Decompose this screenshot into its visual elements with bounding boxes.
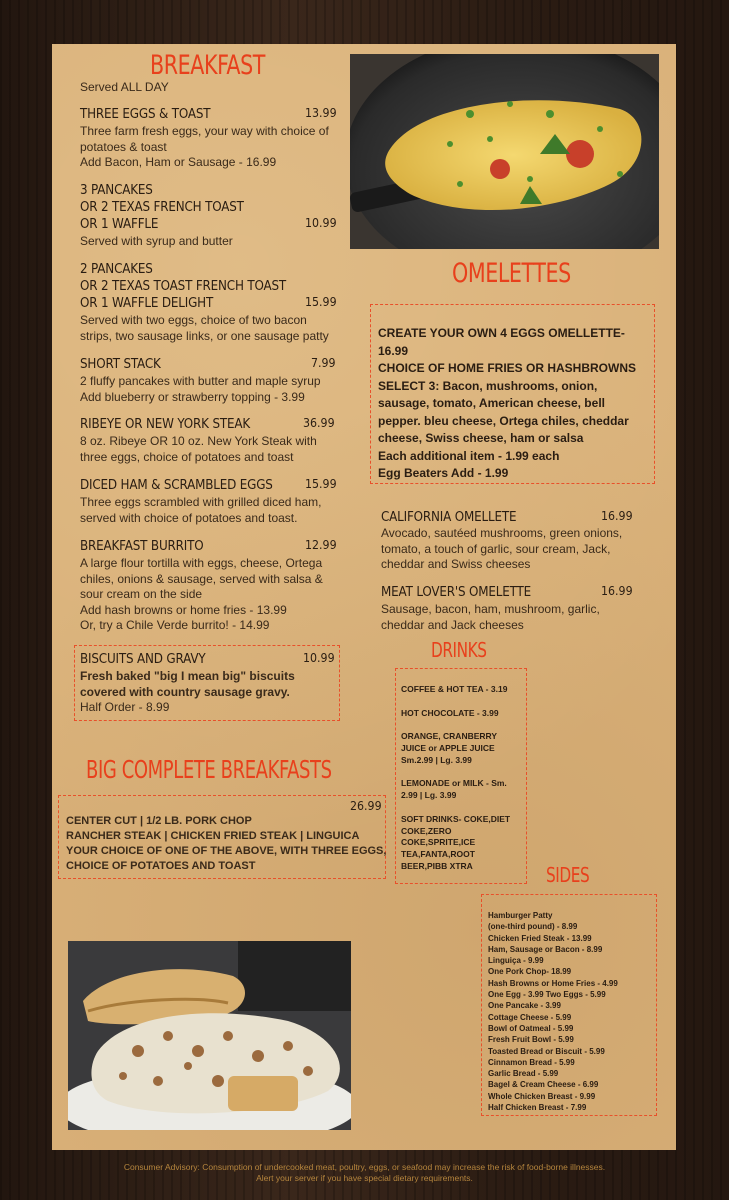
sides-list: Hamburger Patty (one-third pound) - 8.99 Chicken Fried Steak - 13.99 Ham, Sausage or Bacon - 8.99 Linguiça - 9.99 One Pork Chop- 18.99 Hash Browns or Home Fries - 4.99 One Egg - 3.99 Two Eggs - 5.99 One Pancake - 3.99 Cottage Cheese - 5.99 Bowl of Oatmeal - 5.99 Fresh Fruit Bowl - 5.99 Toasted Bread or Biscuit - 5.99 Cinnamon Bread - 5.99 Garlic Bread - 5.99 Bagel & Cream Cheese - 6.99 Whole Chicken Breast - 9.99 Half Chicken Breast - 7.99 <box>488 911 618 1113</box>
item-price: 15.99 <box>305 295 337 309</box>
drinks-heading: DRINKS <box>431 638 487 662</box>
consumer-advisory <box>0 1162 729 1184</box>
omelette-photo <box>350 54 659 249</box>
biscuits-gravy-photo-art <box>68 941 351 1130</box>
breakfast-heading: BREAKFAST <box>150 50 266 81</box>
item-desc: Served with two eggs, choice of two bacon strips, two sausage links, or one sausage patty <box>80 313 329 343</box>
item-price: 36.99 <box>303 416 335 430</box>
item-title-pancakes: 3 PANCAKES OR 2 TEXAS FRENCH TOAST OR 1 WAFFLE <box>80 183 244 232</box>
create-omelette-desc: CREATE YOUR OWN 4 EGGS OMELLETTE- 16.99 CHOICE OF HOME FRIES OR HASHBROWNS SELECT 3: Bacon, mushrooms, onion, sausage, tomato, American cheese, bell pepper. bleu cheese, Ortega chiles, cheddar cheese, Swiss cheese, ham or salsa Each additional item - 1.99 each Egg Beaters Add - 1.99 <box>378 326 637 480</box>
advisory-line-1: Consumer Advisory: Consumption of undercooked meat, poultry, eggs, or seafood may increase the risk of food-borne illnesses. <box>123 1162 606 1172</box>
item-desc: Served with syrup and butter <box>80 234 233 248</box>
item-price: 10.99 <box>305 216 337 230</box>
item-title-three-eggs: THREE EGGS & TOAST <box>80 107 211 122</box>
item-title-diced-ham: DICED HAM & SCRAMBLED EGGS <box>80 478 273 493</box>
item-title-steak: RIBEYE OR NEW YORK STEAK <box>80 417 251 432</box>
omelette-photo-art <box>350 54 659 249</box>
item-desc: A large flour tortilla with eggs, cheese, Ortega chiles, onions & sausage, served with salsa & sour cream on the side Add hash browns or home fries - 13.99 Or, try a Chile Verde burrito! - 14.99 <box>80 556 323 632</box>
item-desc: 8 oz. Ribeye OR 10 oz. New York Steak with three eggs, choice of potatoes and toast <box>80 434 317 464</box>
item-title-pancakes-delight: 2 PANCAKES OR 2 TEXAS TOAST FRENCH TOAST OR 1 WAFFLE DELIGHT <box>80 262 287 311</box>
item-price: 15.99 <box>305 477 337 491</box>
item-title-meat-lovers: MEAT LOVER'S OMELETTE <box>381 585 532 600</box>
item-price: 12.99 <box>305 538 337 552</box>
drinks-list: COFFEE & HOT TEA - 3.19 HOT CHOCOLATE - 3.99 ORANGE, CRANBERRY JUICE or APPLE JUICE Sm.2.99 | Lg. 3.99 LEMONADE or MILK - Sm. 2.99 | Lg. 3.99 SOFT DRINKS- COKE,DIET COKE,ZERO COKE,SPRITE,ICE TEA,FANTA,ROOT BEER,PIBB XTRA <box>401 684 511 871</box>
big-breakfasts-desc: CENTER CUT | 1/2 LB. PORK CHOP RANCHER STEAK | CHICKEN FRIED STEAK | LINGUICA YOUR CHOICE OF ONE OF THE ABOVE, WITH THREE EGGS, CHOICE OF POTATOES AND TOAST <box>66 815 387 872</box>
big-breakfasts-heading: BIG COMPLETE BREAKFASTS <box>86 755 332 784</box>
item-desc-half: Half Order - 8.99 <box>80 700 170 714</box>
item-price: 7.99 <box>311 356 336 370</box>
item-price: 16.99 <box>601 509 633 523</box>
big-breakfasts-price: 26.99 <box>350 799 382 813</box>
item-desc: Fresh baked "big I mean big" biscuits covered with country sausage gravy. <box>80 669 295 699</box>
sides-heading: SIDES <box>546 863 590 887</box>
item-price: 10.99 <box>303 651 335 665</box>
advisory-line-2: Alert your server if you have special dietary requirements. <box>256 1173 473 1183</box>
item-desc: Three eggs scrambled with grilled diced ham, served with choice of potatoes and toast. <box>80 495 322 525</box>
item-title-california: CALIFORNIA OMELLETE <box>381 510 517 525</box>
biscuits-gravy-photo <box>68 941 351 1130</box>
item-title-short-stack: SHORT STACK <box>80 357 161 372</box>
item-title-burrito: BREAKFAST BURRITO <box>80 539 204 554</box>
omelettes-heading: OMELETTES <box>452 258 571 289</box>
breakfast-subtitle: Served ALL DAY <box>80 80 169 94</box>
item-title-biscuits: BISCUITS AND GRAVY <box>80 652 206 667</box>
item-desc: 2 fluffy pancakes with butter and maple syrup Add blueberry or strawberry topping - 3.99 <box>80 374 321 404</box>
item-price: 16.99 <box>601 584 633 598</box>
item-desc: Three farm fresh eggs, your way with choice of potatoes & toast Add Bacon, Ham or Sausage - 16.99 <box>80 124 329 169</box>
item-desc: Avocado, sautéed mushrooms, green onions, tomato, a touch of garlic, sour cream, Jack, cheddar and Swiss cheeses <box>381 526 623 571</box>
item-desc: Sausage, bacon, ham, mushroom, garlic, cheddar and Jack cheeses <box>381 602 600 632</box>
item-price: 13.99 <box>305 106 337 120</box>
